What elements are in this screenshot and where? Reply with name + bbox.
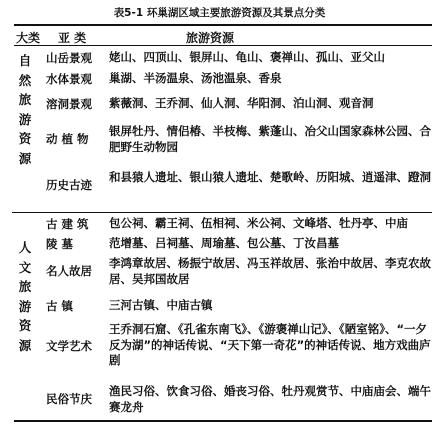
category-natural: 自 然 旅 游 资 源 <box>18 53 32 166</box>
subcategory-cell: 动 植 物 <box>46 132 89 146</box>
header-category: 大类 <box>16 31 41 45</box>
category-cultural: 人 文 旅 游 资 源 <box>18 240 32 353</box>
resources-cell: 王乔洞石窟、《孔雀东南飞》、《游褒禅山记》、《陋室铭》、“一夕反为湖”的神话传说、“天下第一奇花”的神话传说、地方戏曲庐剧 <box>109 322 431 367</box>
resources-cell: 和县猿人遗址、银山猿人遗址、楚歌岭、历阳城、逍遥津、蹬洞 <box>109 170 431 184</box>
subcategory-cell: 溶洞景观 <box>46 97 92 111</box>
subcategory-cell: 古 镇 <box>46 299 74 313</box>
resources-cell: 巢湖、半汤温泉、汤池温泉、香泉 <box>109 71 282 85</box>
subcategory-cell: 水体景观 <box>46 72 92 86</box>
table-caption: 表5-1 环巢湖区域主要旅游资源及其景点分类 <box>113 7 326 19</box>
subcategory-cell: 民俗节庆 <box>46 392 92 406</box>
resources-cell: 姥山、四顶山、银屏山、龟山、褒禅山、孤山、亚父山 <box>109 50 385 64</box>
table-bottom-rule <box>14 420 432 422</box>
subcategory-cell: 历史古迹 <box>46 178 92 192</box>
subcategory-cell: 陵 墓 <box>46 237 74 251</box>
category-separator <box>12 212 432 213</box>
table-top-rule <box>14 24 432 26</box>
header-subcategory: 亚 类 <box>58 31 87 45</box>
header-resources: 旅游资源 <box>186 31 235 45</box>
resources-cell: 渔民习俗、饮食习俗、婚丧习俗、牡丹观赏节、中庙庙会、端午赛龙舟 <box>109 384 431 414</box>
resources-cell: 范增墓、吕祠墓、周瑜墓、包公墓、丁汝昌墓 <box>109 236 339 250</box>
subcategory-cell: 古 建 筑 <box>46 217 89 231</box>
subcategory-cell: 文学艺术 <box>46 339 92 353</box>
header-rule <box>14 45 432 46</box>
resources-cell: 李鸿章故居、杨振宁故居、冯玉祥故居、张治中故居、李克农故居、吴邦国故居 <box>109 256 431 286</box>
resources-cell: 三河古镇、中庙古镇 <box>109 298 213 312</box>
subcategory-cell: 名人故居 <box>46 264 92 278</box>
subcategory-cell: 山岳景观 <box>46 51 92 65</box>
resources-cell: 包公祠、霸王祠、伍相祠、米公祠、文峰塔、牡丹亭、中庙 <box>109 216 408 230</box>
resources-cell: 银屏牡丹、情侣椿、半枝梅、紫蓬山、冶父山国家森林公园、合肥野生动物园 <box>109 124 431 154</box>
resources-cell: 紫薇洞、王乔洞、仙人洞、华阳洞、泊山洞、观音洞 <box>109 96 374 110</box>
